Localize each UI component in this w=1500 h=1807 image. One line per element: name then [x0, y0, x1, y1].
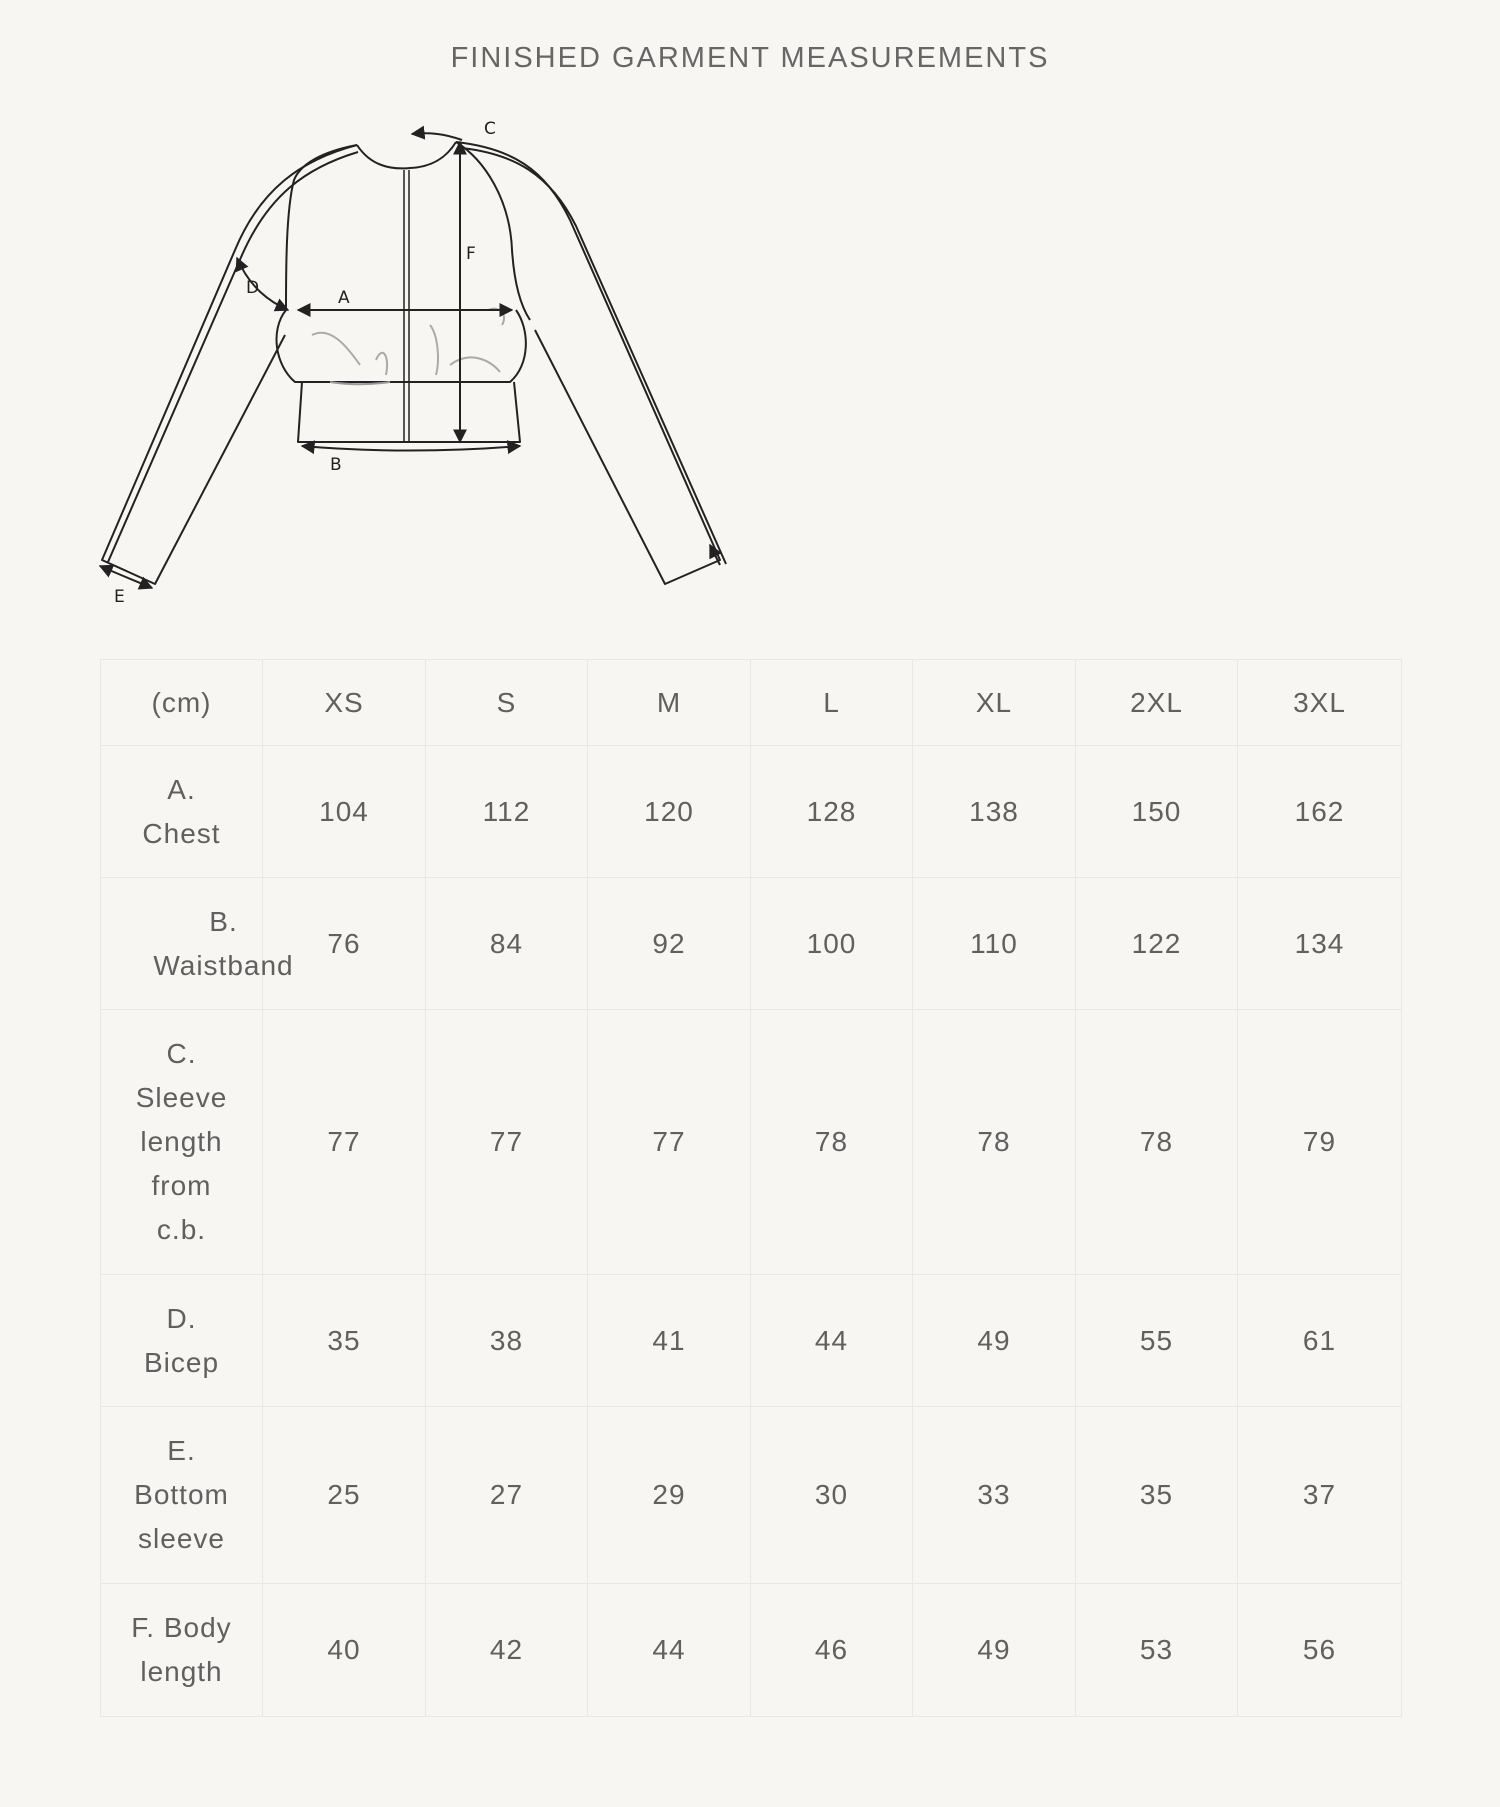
measure-d [237, 258, 288, 310]
measurements-table [100, 659, 1402, 1717]
table-cell: 78 [1076, 1010, 1238, 1275]
table-cell: 84 [426, 878, 588, 1010]
table-cell: 37 [1238, 1407, 1402, 1584]
table-cell: 77 [588, 1010, 751, 1275]
row-label-bicep: D. Bicep [101, 1275, 263, 1407]
row-label-body-length: F. Body length [101, 1584, 263, 1717]
label-f: F [466, 244, 476, 264]
table-row [101, 1010, 1402, 1275]
table-cell: 76 [263, 878, 426, 1010]
row-label-bottom-sleeve: E. Bottom sleeve [101, 1407, 263, 1584]
table-cell: 53 [1076, 1584, 1238, 1717]
table-cell: 162 [1238, 746, 1402, 878]
table-cell: 92 [588, 878, 751, 1010]
table-row [101, 878, 1402, 1010]
label-b: B [330, 455, 342, 475]
table-cell: 138 [913, 746, 1076, 878]
table-cell: 30 [751, 1407, 913, 1584]
table-row [101, 1584, 1402, 1717]
label-e: E [114, 587, 125, 607]
table-cell: 55 [1076, 1275, 1238, 1407]
table-cell: 38 [426, 1275, 588, 1407]
table-cell: 61 [1238, 1275, 1402, 1407]
row-label-waistband: B. Waistband [101, 878, 263, 1010]
header-size-3xl: 3XL [1238, 660, 1402, 746]
measure-e [100, 566, 152, 588]
table-cell: 46 [751, 1584, 913, 1717]
jacket-illustration [90, 120, 750, 620]
row-label-chest: A. Chest [101, 746, 263, 878]
table-row [101, 746, 1402, 878]
garment-diagram [90, 120, 750, 620]
table-row [101, 1407, 1402, 1584]
table-header-row [101, 660, 1402, 746]
table-cell: 78 [751, 1010, 913, 1275]
table-cell: 25 [263, 1407, 426, 1584]
page-title: FINISHED GARMENT MEASUREMENTS [450, 42, 1050, 74]
table-cell: 150 [1076, 746, 1238, 878]
left-sleeve-stripe [108, 152, 358, 562]
table-cell: 44 [751, 1275, 913, 1407]
table-cell: 42 [426, 1584, 588, 1717]
table-cell: 77 [426, 1010, 588, 1275]
table-cell: 56 [1238, 1584, 1402, 1717]
table-cell: 41 [588, 1275, 751, 1407]
table-cell: 29 [588, 1407, 751, 1584]
table-cell: 27 [426, 1407, 588, 1584]
label-a: A [338, 288, 350, 308]
table-cell: 35 [263, 1275, 426, 1407]
table-cell: 104 [263, 746, 426, 878]
table-cell: 44 [588, 1584, 751, 1717]
header-size-m: M [588, 660, 751, 746]
header-size-xl: XL [913, 660, 1076, 746]
table-cell: 120 [588, 746, 751, 878]
table-cell: 33 [913, 1407, 1076, 1584]
table-cell: 35 [1076, 1407, 1238, 1584]
table-cell: 49 [913, 1584, 1076, 1717]
table-cell: 134 [1238, 878, 1402, 1010]
table-cell: 79 [1238, 1010, 1402, 1275]
label-c: C [484, 120, 496, 139]
table-cell: 78 [913, 1010, 1076, 1275]
table-cell: 100 [751, 878, 913, 1010]
right-sleeve-stripe [462, 148, 726, 564]
table-cell: 49 [913, 1275, 1076, 1407]
measure-b [302, 446, 520, 451]
label-d: D [246, 278, 260, 298]
right-sleeve-outline [456, 142, 720, 584]
header-size-l: L [751, 660, 913, 746]
header-size-2xl: 2XL [1076, 660, 1238, 746]
measure-c [412, 133, 462, 140]
neckline [357, 142, 456, 168]
table-cell: 40 [263, 1584, 426, 1717]
row-label-sleeve-length: C. Sleeve length from c.b. [101, 1010, 263, 1275]
header-size-xs: XS [263, 660, 426, 746]
body-blouson [276, 310, 525, 382]
table-cell: 128 [751, 746, 913, 878]
table-cell: 77 [263, 1010, 426, 1275]
table-cell: 110 [913, 878, 1076, 1010]
table-cell: 122 [1076, 878, 1238, 1010]
header-unit: (cm) [101, 660, 263, 746]
left-sleeve-outline [102, 145, 357, 584]
table-row [101, 1275, 1402, 1407]
header-size-s: S [426, 660, 588, 746]
table-cell: 112 [426, 746, 588, 878]
